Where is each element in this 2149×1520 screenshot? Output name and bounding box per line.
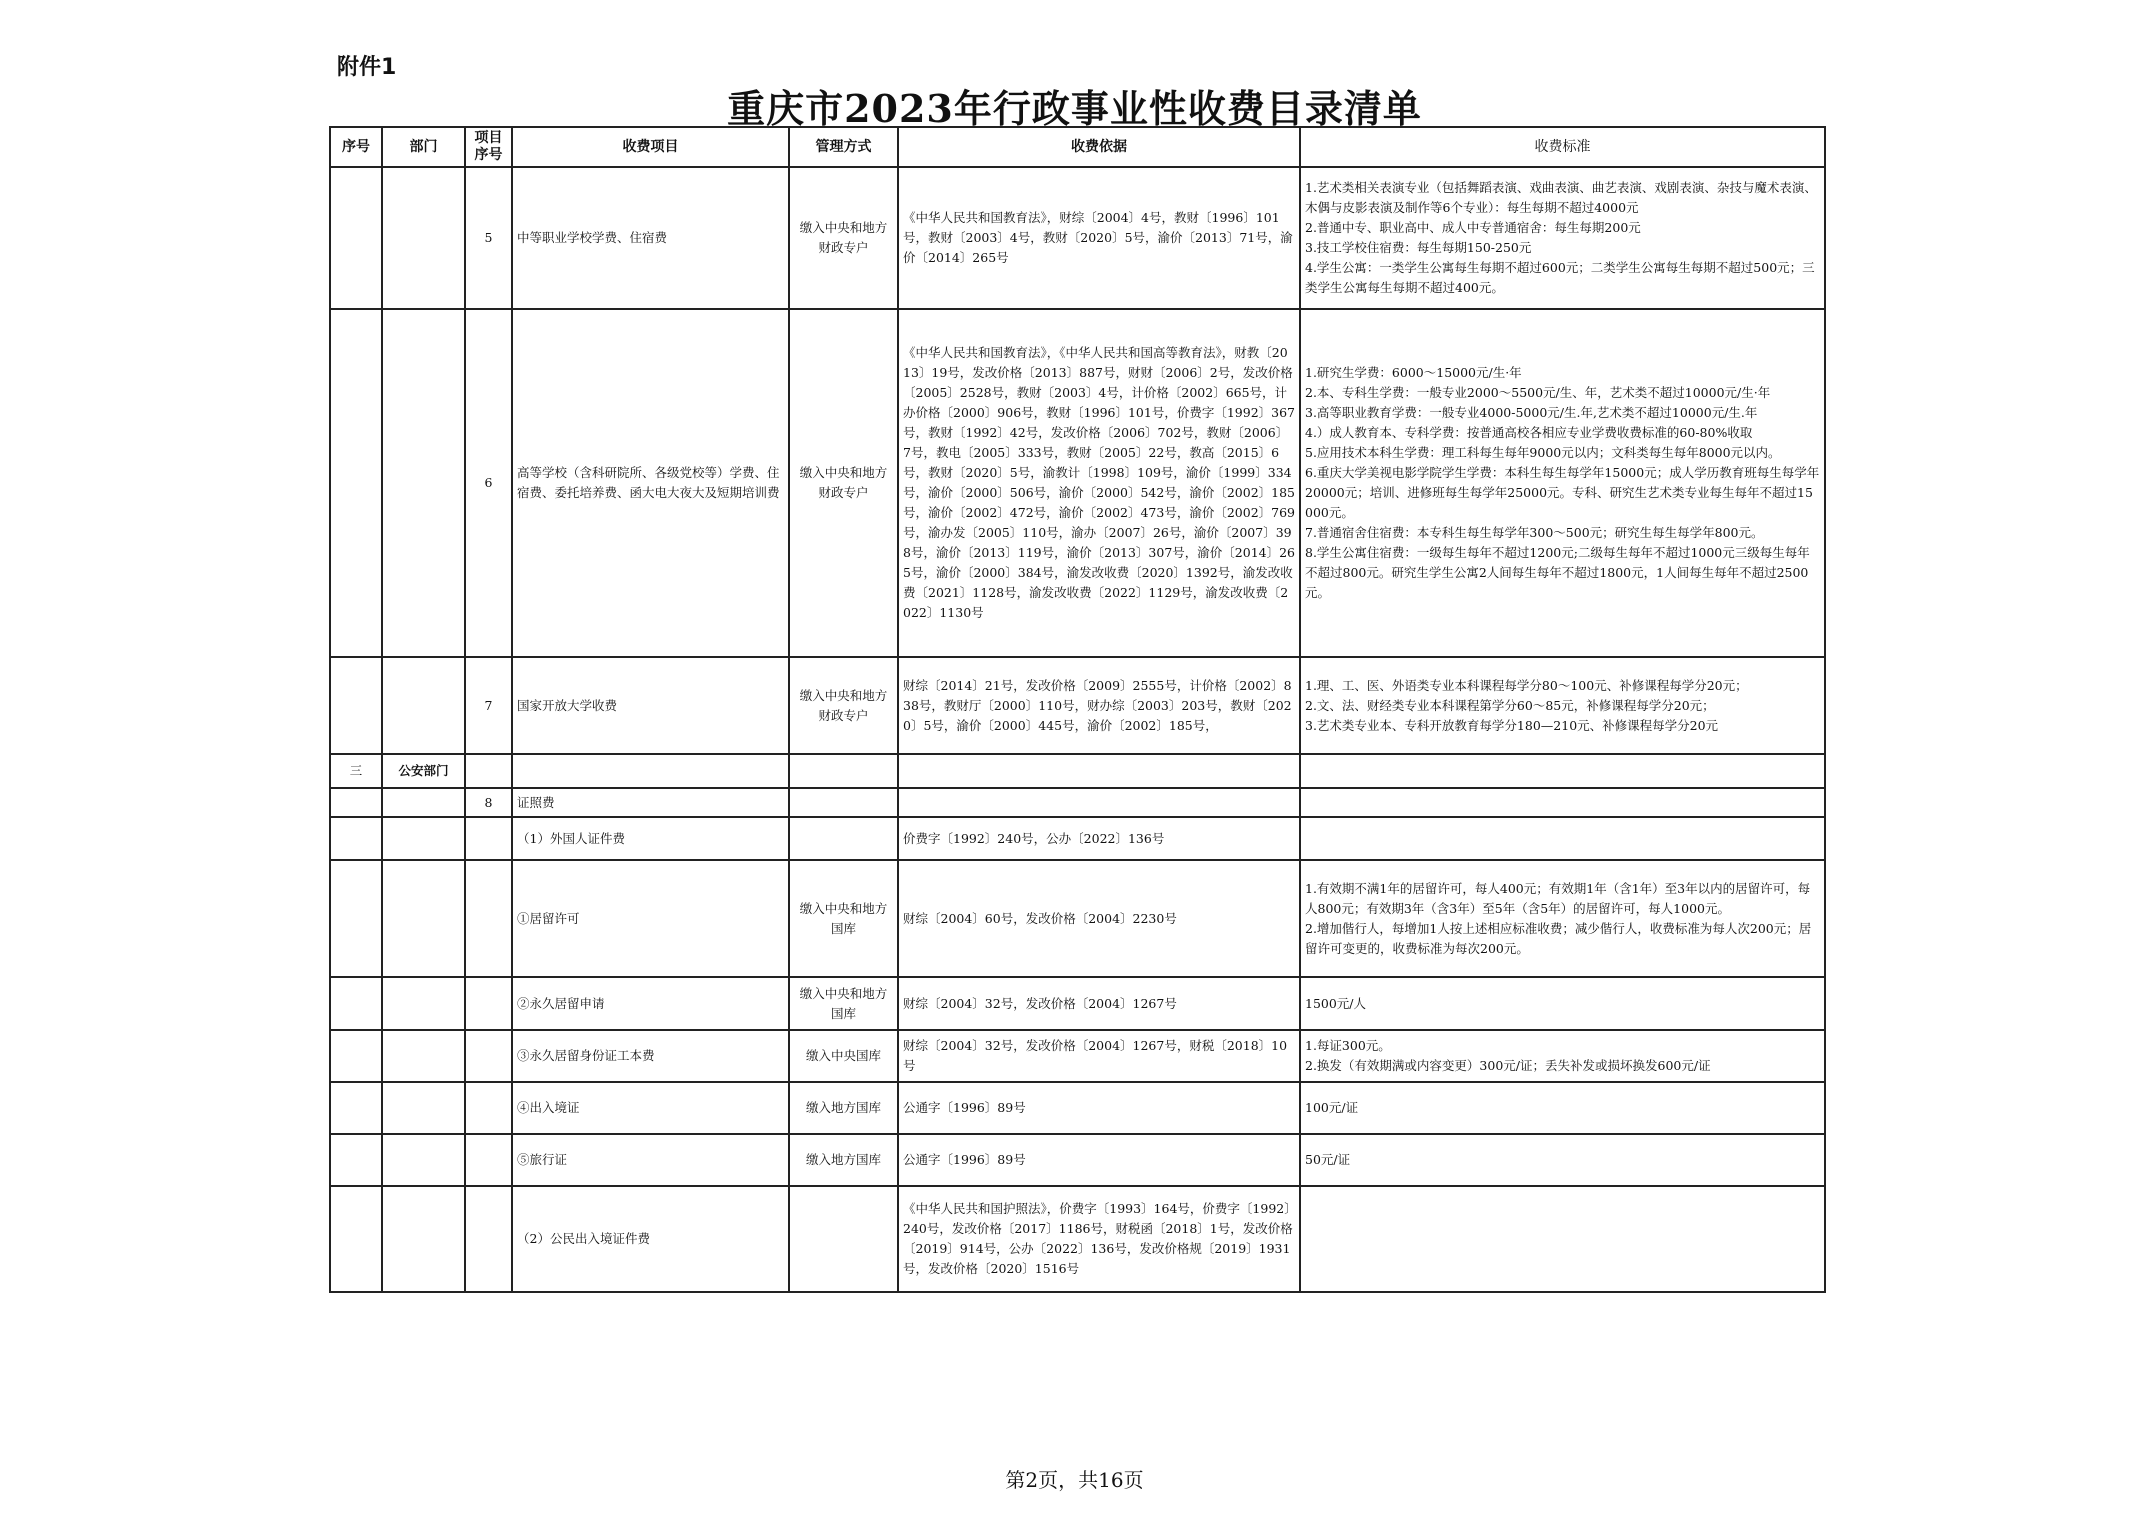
cell-seq (330, 1030, 382, 1082)
cell-item: （1）外国人证件费 (512, 817, 789, 860)
cell-item: 证照费 (512, 788, 789, 817)
cell-proj-no (465, 1186, 512, 1292)
cell-item: 国家开放大学收费 (512, 657, 789, 754)
cell-proj-no (465, 1082, 512, 1134)
cell-standard: 1500元/人 (1300, 977, 1825, 1030)
table-row (330, 1030, 1825, 1082)
cell-manage: 缴入中央和地方国库 (789, 860, 898, 977)
cell-manage: 缴入地方国库 (789, 1134, 898, 1186)
table-row (330, 309, 1825, 657)
col-header-manage: 管理方式 (789, 127, 898, 167)
cell-dept (382, 657, 465, 754)
table-row (330, 977, 1825, 1030)
cell-basis: 《中华人民共和国教育法》，财综〔2004〕4号，教财〔1996〕101号，教财〔2003〕4号，教财〔2020〕5号，渝价〔2013〕71号，渝价〔2014〕265号 (898, 167, 1300, 309)
cell-basis: 财综〔2004〕32号，发改价格〔2004〕1267号 (898, 977, 1300, 1030)
cell-proj-no (465, 754, 512, 788)
cell-basis: 《中华人民共和国护照法》，价费字〔1993〕164号，价费字〔1992〕240号，发改价格〔2017〕1186号，财税函〔2018〕1号，发改价格〔2019〕914号，公办〔2022〕136号，发改价格规〔2019〕1931号，发改价格〔2020〕1516号 (898, 1186, 1300, 1292)
cell-manage: 缴入中央和地方国库 (789, 977, 898, 1030)
cell-item: ④出入境证 (512, 1082, 789, 1134)
table-row (330, 788, 1825, 817)
table-row (330, 1082, 1825, 1134)
cell-item: 高等学校（含科研院所、各级党校等）学费、住宿费、委托培养费、函大电大夜大及短期培训费 (512, 309, 789, 657)
table-row (330, 1134, 1825, 1186)
cell-dept (382, 860, 465, 977)
cell-basis: 公通字〔1996〕89号 (898, 1082, 1300, 1134)
col-header-seq: 序号 (330, 127, 382, 167)
page-number: 第2页，共16页 (1005, 1468, 1144, 1492)
col-header-basis: 收费依据 (898, 127, 1300, 167)
cell-basis (898, 754, 1300, 788)
cell-standard: 1.有效期不满1年的居留许可，每人400元；有效期1年（含1年）至3年以内的居留许可，每人800元；有效期3年（含3年）至5年（含5年）的居留许可，每人1000元。 2.增加偕行人，每增加1人按上述相应标准收费；减少偕行人，收费标准为每人次200元；居留许可变更的，收费标准为每次200元。 (1300, 860, 1825, 977)
cell-standard: 1.理、工、医、外语类专业本科课程每学分80～100元、补修课程每学分20元； 2.文、法、财经类专业本科课程第学分60～85元，补修课程每学分20元； 3.艺术类专业本、专科开放教育每学分180—210元、补修课程每学分20元 (1300, 657, 1825, 754)
table-row (330, 657, 1825, 754)
cell-seq (330, 657, 382, 754)
cell-item: （2）公民出入境证件费 (512, 1186, 789, 1292)
cell-basis: 财综〔2004〕32号，发改价格〔2004〕1267号，财税〔2018〕10号 (898, 1030, 1300, 1082)
cell-manage: 缴入中央和地方财政专户 (789, 309, 898, 657)
cell-item: ①居留许可 (512, 860, 789, 977)
cell-proj-no (465, 860, 512, 977)
cell-item: ②永久居留申请 (512, 977, 789, 1030)
col-header-dept: 部门 (382, 127, 465, 167)
cell-manage: 缴入中央国库 (789, 1030, 898, 1082)
cell-manage (789, 1186, 898, 1292)
cell-dept (382, 309, 465, 657)
col-header-standard: 收费标准 (1300, 127, 1825, 167)
cell-manage: 缴入中央和地方财政专户 (789, 657, 898, 754)
col-header-proj-no: 项目 序号 (465, 127, 512, 167)
cell-item: ③永久居留身份证工本费 (512, 1030, 789, 1082)
cell-standard (1300, 754, 1825, 788)
cell-dept (382, 1134, 465, 1186)
cell-proj-no: 5 (465, 167, 512, 309)
cell-basis (898, 788, 1300, 817)
cell-dept (382, 1186, 465, 1292)
cell-basis: 《中华人民共和国教育法》，《中华人民共和国高等教育法》，财教〔2013〕19号，发改价格〔2013〕887号，财财〔2006〕2号，发改价格〔2005〕2528号，教财〔2003〕4号，计价格〔2002〕665号，计办价格〔2000〕906号，教财〔1996〕101号，价费字〔1992〕367号，教财〔1992〕42号，发改价格〔2006〕702号，教财〔2006〕7号，教电〔2005〕333号，教财〔2005〕22号，教高〔2015〕6号，教财〔2020〕5号，渝教计〔1998〕109号，渝价〔1999〕334号，渝价〔2000〕506号，渝价〔2000〕542号，渝价〔2002〕185号，渝价〔2002〕472号，渝价〔2002〕473号，渝价〔2002〕769号，渝办发〔2005〕110号，渝办〔2007〕26号，渝价〔2007〕398号，渝价〔2013〕119号，渝价〔2013〕307号，渝价〔2014〕265号，渝价〔2000〕384号，渝发改收费〔2020〕1392号，渝发改收费〔2021〕1128号，渝发改收费〔2022〕1129号，渝发改收费〔2022〕1130号 (898, 309, 1300, 657)
cell-basis: 财综〔2004〕60号，发改价格〔2004〕2230号 (898, 860, 1300, 977)
cell-item: 中等职业学校学费、住宿费 (512, 167, 789, 309)
cell-proj-no: 8 (465, 788, 512, 817)
table-row-section (330, 754, 1825, 788)
cell-proj-no (465, 1030, 512, 1082)
cell-seq (330, 788, 382, 817)
cell-item (512, 754, 789, 788)
cell-manage (789, 754, 898, 788)
cell-seq (330, 817, 382, 860)
table-row (330, 860, 1825, 977)
cell-proj-no (465, 817, 512, 860)
cell-standard (1300, 817, 1825, 860)
cell-proj-no (465, 977, 512, 1030)
cell-dept (382, 977, 465, 1030)
cell-dept (382, 1082, 465, 1134)
cell-manage (789, 788, 898, 817)
table-row (330, 1186, 1825, 1292)
cell-standard: 100元/证 (1300, 1082, 1825, 1134)
cell-seq (330, 860, 382, 977)
document-title: 重庆市2023年行政事业性收费目录清单 (727, 86, 1422, 131)
cell-dept: 公安部门 (382, 754, 465, 788)
cell-proj-no: 7 (465, 657, 512, 754)
cell-manage: 缴入中央和地方财政专户 (789, 167, 898, 309)
cell-basis: 价费字〔1992〕240号，公办〔2022〕136号 (898, 817, 1300, 860)
cell-seq (330, 977, 382, 1030)
table-row (330, 817, 1825, 860)
cell-standard (1300, 788, 1825, 817)
cell-item: ⑤旅行证 (512, 1134, 789, 1186)
cell-dept (382, 788, 465, 817)
cell-standard (1300, 1186, 1825, 1292)
cell-dept (382, 1030, 465, 1082)
cell-standard: 50元/证 (1300, 1134, 1825, 1186)
cell-dept (382, 817, 465, 860)
cell-seq (330, 1186, 382, 1292)
cell-basis: 公通字〔1996〕89号 (898, 1134, 1300, 1186)
cell-seq (330, 1082, 382, 1134)
table-header-row (330, 127, 1825, 167)
cell-seq (330, 309, 382, 657)
cell-manage (789, 817, 898, 860)
cell-standard: 1.研究生学费：6000～15000元/生·年 2.本、专科生学费：一般专业2000～5500元/生、年，艺术类不超过10000元/生·年 3.高等职业教育学费：一般专业4000-5000元/生.年,艺术类不超过10000元/生.年 4.）成人教育本、专科学费：按普通高校各相应专业学费收费标准的60-80%收取 5.应用技术本科生学费：理工科每生每年9000元以内；文科类每生每年8000元以内。 6.重庆大学美视电影学院学生学费：本科生每生每学年15000元；成人学历教育班每生每学年20000元；培训、进修班每生每学年25000元。专科、研究生艺术类专业每生每年不超过15000元。 7.普通宿舍住宿费：本专科生每生每学年300～500元；研究生每生每学年800元。 8.学生公寓住宿费：一级每生每年不超过1200元;二级每生每年不超过1000元三级每生每年不超过800元。研究生学生公寓2人间每生每年不超过1800元，1人间每生每年不超过2500元。 (1300, 309, 1825, 657)
cell-proj-no: 6 (465, 309, 512, 657)
fee-table (329, 126, 1826, 1293)
cell-dept (382, 167, 465, 309)
cell-standard: 1.每证300元。 2.换发（有效期满或内容变更）300元/证；丢失补发或损坏换发600元/证 (1300, 1030, 1825, 1082)
attachment-label: 附件1 (337, 55, 397, 80)
table-row (330, 167, 1825, 309)
cell-seq (330, 167, 382, 309)
col-header-item: 收费项目 (512, 127, 789, 167)
cell-manage: 缴入地方国库 (789, 1082, 898, 1134)
cell-seq (330, 1134, 382, 1186)
cell-standard: 1.艺术类相关表演专业（包括舞蹈表演、戏曲表演、曲艺表演、戏剧表演、杂技与魔术表演、木偶与皮影表演及制作等6个专业）：每生每期不超过4000元 2.普通中专、职业高中、成人中专普通宿舍：每生每期200元 3.技工学校住宿费：每生每期150-250元 4.学生公寓：一类学生公寓每生每期不超过600元；二类学生公寓每生每期不超过500元；三类学生公寓每生每期不超过400元。 (1300, 167, 1825, 309)
cell-proj-no (465, 1134, 512, 1186)
cell-seq: 三 (330, 754, 382, 788)
cell-basis: 财综〔2014〕21号，发改价格〔2009〕2555号，计价格〔2002〕838号，教财厅〔2000〕110号，财办综〔2003〕203号，教财〔2020〕5号，渝价〔2000〕445号，渝价〔2002〕185号， (898, 657, 1300, 754)
